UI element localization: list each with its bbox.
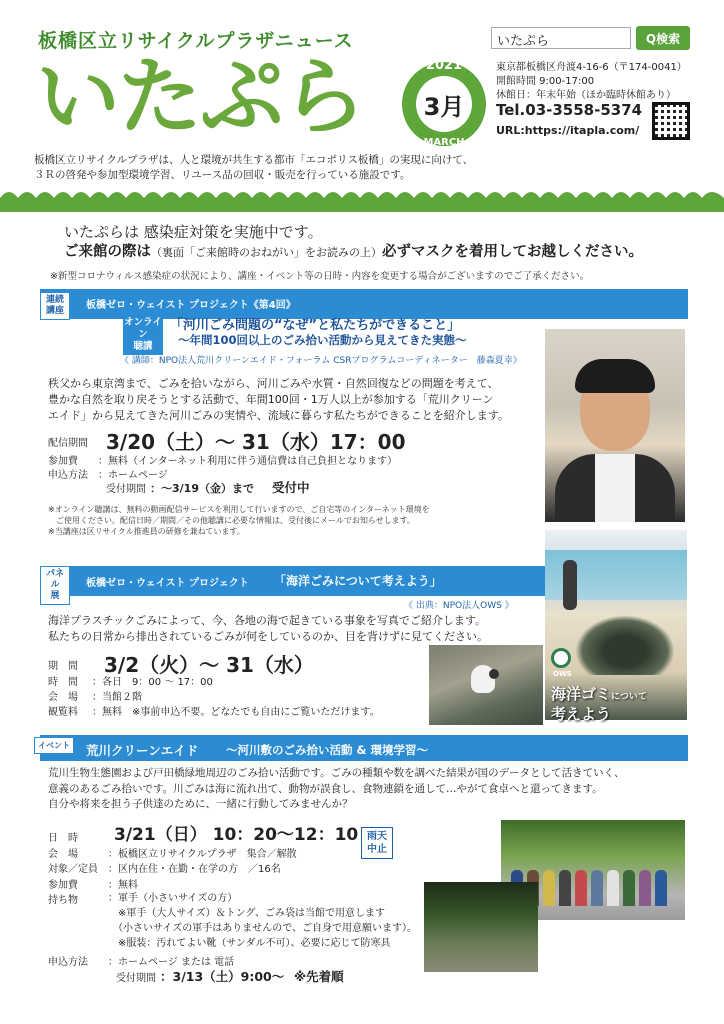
period-label: 期 間 [48, 661, 78, 672]
riverbank-photo [424, 882, 538, 972]
time-label: 時 間 [48, 677, 78, 688]
body-line: 豊かな自然を取り戻そうとする活動で、年間100回・1万人以上が参加する「荒川クリーン [48, 393, 494, 406]
period-value: 3/2（火）～ 31（水） [104, 653, 314, 677]
fee-label: 参加費 [48, 880, 78, 891]
ocean-trash-photo [545, 530, 687, 723]
notice-mask-c: 必ずマスクを着用してお越しください。 [382, 244, 643, 260]
caption-b: について [611, 692, 647, 702]
body-line: エイド」から見えてきた河川ごみの実情や、流域に暮らす私たちができることを紹介します。 [48, 409, 509, 422]
date-label: 日 時 [48, 833, 78, 844]
ows-logo-text: OWS [553, 670, 572, 678]
section3-title: 荒川クリーンエイド [86, 743, 199, 758]
notice-mask-a: ご来館の際は [64, 244, 151, 260]
items-line: ※服装：汚れてよい靴（サンダル不可）、必要に応じて防寒具 [108, 938, 391, 949]
body-line: 荒川生物生態園および戸田橋緑地周辺のごみ拾い活動です。ごみの種類や数を調べた結果が国のデータとして活きていく、 [48, 767, 625, 779]
view-value: ：無料 ※事前申込不要。どなたでも自由にご覧いただけます。 [92, 707, 380, 718]
section2-project: 板橋ゼロ・ウェイスト プロジェクト [86, 578, 249, 589]
badge-month-en: MARCH [423, 137, 465, 148]
delivery-value: 3/20（土）～ 31（水）17：00 [106, 430, 406, 454]
badge-month: 3月 [416, 76, 472, 132]
online-tag-line: オンライン [124, 317, 162, 340]
rain-line: 中止 [367, 844, 387, 855]
apply-value: ：ホームページ [98, 470, 168, 481]
intro-text [34, 153, 514, 183]
body-line: 海洋プラスチックごみによって、今、各地の海で起きている事象を写真でご紹介します。 [48, 614, 487, 627]
tag-line: パネル [45, 569, 64, 590]
intro-line: ３Ｒの啓発や参加型環境学習、リユース品の回収・販売を行っている施設です。 [34, 169, 411, 181]
section1-notes [48, 504, 430, 537]
time-value: ：各日 9：00 ～ 17：00 [92, 677, 213, 688]
fee-value: ：無料 [108, 880, 138, 891]
delivery-label: 配信期間 [48, 438, 88, 449]
note-line: ※当講座は区リサイクル推進員の研修を兼ねています。 [48, 527, 245, 536]
section2-source: 《 出典：NPO法人OWS 》 [404, 601, 514, 611]
logo: いたぷら [36, 48, 365, 146]
target-label: 対象／定員 [48, 864, 98, 875]
ows-logo-icon [551, 648, 571, 668]
caption-a: 海洋ゴミ [551, 685, 612, 703]
section2-tag [40, 566, 70, 605]
closed-line: 休館日：年末年始（ほか臨時休館あり） [496, 90, 676, 101]
date-value: 3/21（日） 10：20～12：10 [114, 825, 359, 845]
fee-value: ：無料（インターネット利用に伴う通信費は自己負担となります） [98, 456, 398, 467]
rain-line: 雨天 [367, 831, 387, 842]
venue-label: 会 場 [48, 692, 78, 703]
section3-tag: イベント [34, 737, 74, 754]
url-link[interactable]: URL:https://itapla.com/ [496, 124, 640, 137]
notice-heading: いたぷらは 感染症対策を実施中です。 [64, 223, 323, 241]
issue-badge [402, 58, 486, 148]
qr-code-icon [652, 102, 690, 140]
fee-label: 参加費 [48, 456, 78, 467]
section3-body [48, 766, 688, 813]
section1-lecturer: 《 講師：NPO法人荒川クリーンエイド・フォーラム CSRプログラムコーディネーター 藤森夏幸》 [120, 356, 522, 366]
apply-label: 申込方法 [48, 957, 88, 968]
section1-subtitle: ～年間100回以上のごみ拾い活動から見えてきた実態～ [178, 333, 467, 347]
accept-label: 受付期間 [106, 484, 146, 495]
accept-value: ：～3/19（金）まで [150, 482, 254, 495]
body-line: 私たちの日常から排出されているごみが何をしているのか、目を背けずに見てください。 [48, 630, 488, 643]
online-tag-line: 聴講 [133, 341, 153, 352]
items-line: （小さいサイズの軍手はありませんので、ご自身で用意願います）。 [108, 923, 417, 934]
accept-value: ：3/13（土）9:00～ [160, 969, 285, 984]
section2-body [48, 613, 543, 645]
section2-title: 「海洋ごみについて考えよう」 [274, 574, 442, 588]
items-value [108, 891, 428, 951]
hours-line: 開館時間 9:00-17:00 [496, 76, 595, 87]
section3-subtitle: ～河川敷のごみ拾い活動 & 環境学習～ [226, 743, 429, 757]
address-line: 東京都板橋区舟渡4-16-6（〒174-0041） [496, 62, 687, 73]
apply-value: ：ホームページ または 電話 [108, 957, 235, 968]
tag-line: 展 [50, 591, 60, 601]
tel: Tel.03-3558-5374 [496, 101, 643, 119]
section1-tag [40, 292, 70, 320]
lecturer-photo [545, 329, 685, 522]
bird-photo [429, 645, 543, 725]
wave-divider [0, 186, 724, 212]
search-input[interactable]: いたぷら [491, 27, 631, 49]
accept-label: 受付期間 [116, 973, 156, 984]
rain-cancel-tag [361, 827, 393, 859]
body-line: 自分や将来を担う子供達のために、一緒に行動してみませんか？ [48, 798, 353, 810]
view-label: 観覧料 [48, 707, 78, 718]
intro-line: 板橋区立リサイクルプラザは、人と環境が共生する都市「エコポリス板橋」の実現に向けて、 [34, 154, 474, 166]
tag-line: 連続 [45, 295, 64, 305]
badge-year: 2021 [425, 58, 463, 73]
caption-c: 考えよう [551, 705, 612, 723]
section1-body [48, 376, 538, 424]
online-tag [123, 315, 163, 355]
note-line: ご使用ください。配信日時／期間／その他聴講に必要な情報は、受付後にメールでお知らせします。 [48, 516, 415, 525]
venue-value: ：当館２階 [92, 692, 142, 703]
search-button[interactable]: Q検索 [636, 26, 690, 50]
apply-label: 申込方法 [48, 470, 88, 481]
accept-status: 受付中 [272, 480, 310, 495]
tag-line: 講座 [45, 306, 64, 316]
venue-label: 会 場 [48, 849, 78, 860]
notice-covid: ※新型コロナウィルス感染症の状況により、講座・イベント等の日時・内容を変更する場合がございますのでご了承ください。 [50, 271, 590, 282]
accept-note: ※先着順 [294, 969, 344, 984]
section1-project: 板橋ゼロ・ウェイスト プロジェクト《第4回》 [86, 300, 296, 311]
notice-mask [64, 240, 643, 261]
notice-mask-b: （裏面「ご来館時のおねがい」をお読みの上） [151, 246, 382, 259]
body-line: 秩父から東京湾まで、ごみを拾いながら、河川ごみや水質・自然回復などの問題を考えて、 [48, 377, 499, 390]
venue-value: ：板橋区立リサイクルプラザ 集合／解散 [108, 849, 297, 860]
target-value: ：区内在住・在勤・在学の方 ／16名 [108, 864, 281, 875]
series-title: 板橋区立リサイクルプラザニュース [38, 30, 354, 52]
body-line: 意義のあるごみ拾いです。川ごみは海に流れ出て、動物が誤食し、食物連鎖を通して…やがて食卓へと還ってきます。 [48, 782, 603, 795]
photo-caption [551, 686, 647, 723]
items-label: 持ち物 [48, 895, 78, 906]
items-line: ：軍手（小さいサイズの方） [108, 893, 238, 904]
items-line: ※軍手（大人サイズ）＆トング、ごみ袋は当館で用意します [108, 908, 385, 919]
note-line: ※オンライン聴講は、無料の動画配信サービスを利用して行いますので、ご自宅等のインターネット環境を [48, 505, 430, 514]
section1-title: 「河川ごみ問題の“なぜ”と私たちができること」 [170, 318, 461, 333]
